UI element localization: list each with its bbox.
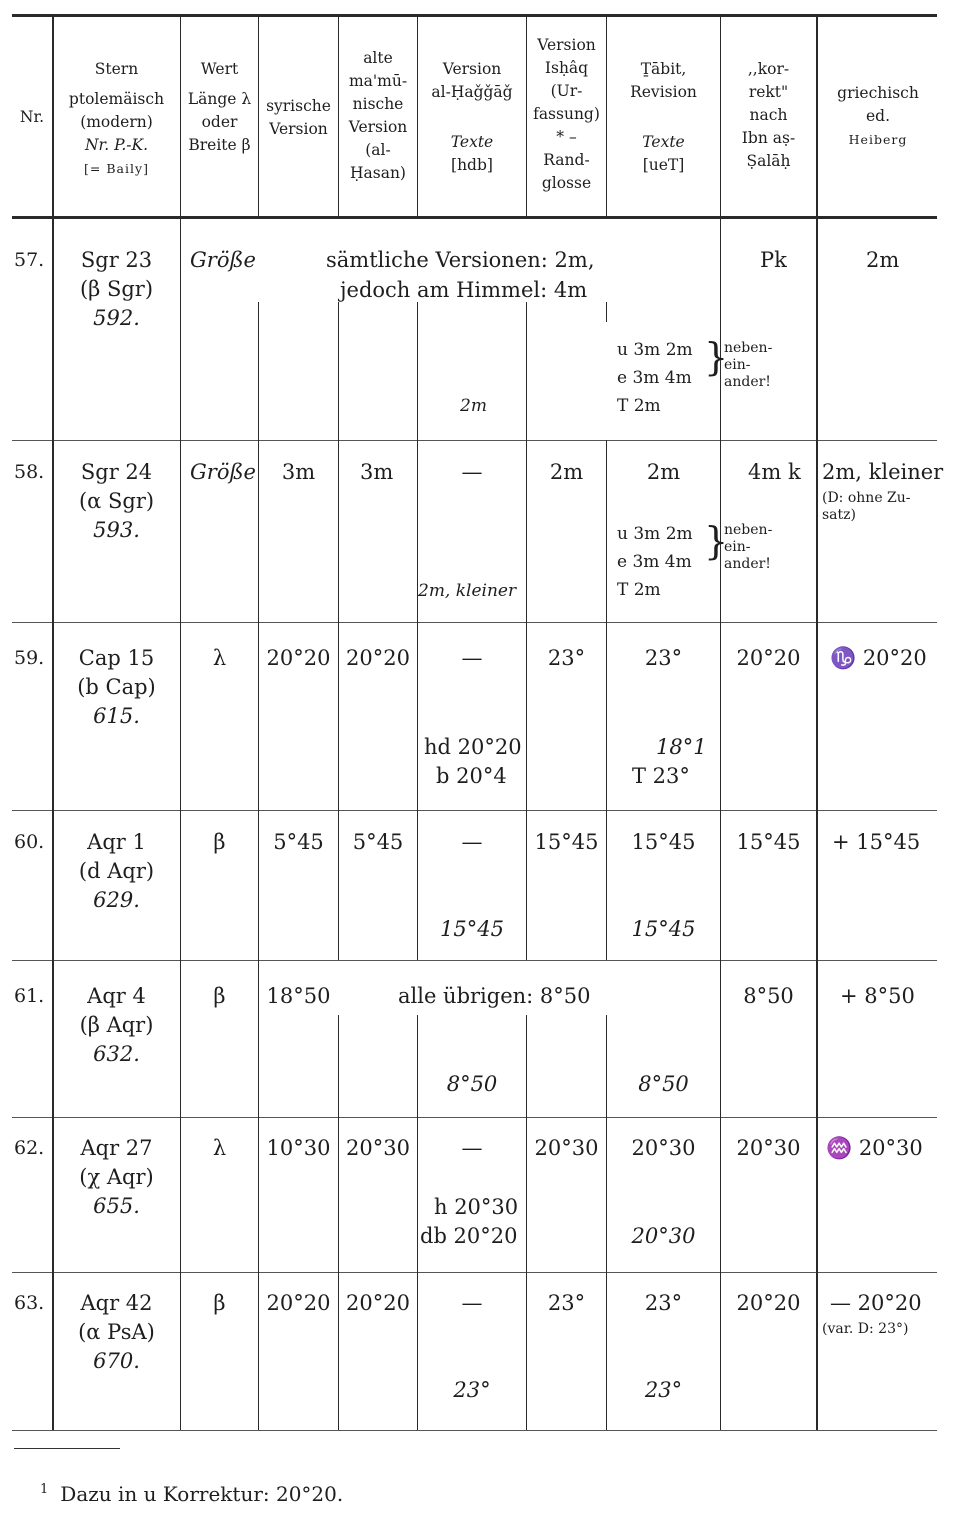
- thabit-value: 20°30: [631, 1136, 696, 1160]
- hajjaj-note: b 20°4: [436, 764, 507, 788]
- thabit-note: e 3m 4m: [617, 368, 692, 388]
- old-version-value: 20°30: [346, 1136, 410, 1160]
- corrected-value: 8°50: [743, 984, 794, 1008]
- row-divider: [12, 810, 937, 811]
- col-divider: [338, 302, 339, 440]
- greek-value: 2m: [866, 248, 900, 272]
- table-top-rule: [12, 14, 937, 17]
- col-divider: [526, 1117, 527, 1430]
- row-divider: [12, 622, 937, 623]
- row-divider: [12, 1117, 937, 1118]
- thabit-note: u 3m 2m: [617, 524, 693, 544]
- thabit-note: u 3m 2m: [617, 340, 693, 360]
- hajjaj-value: —: [461, 646, 483, 670]
- thabit-note: 23°: [644, 1378, 683, 1402]
- header-value: Wert Länge λ oder Breite β: [187, 60, 252, 154]
- thabit-note: e 3m 4m: [617, 552, 692, 572]
- ishaq-value: 23°: [547, 646, 586, 670]
- thabit-note: 20°30: [631, 1224, 696, 1248]
- thabit-note: T 2m: [617, 396, 661, 416]
- corrected-value: Pk: [760, 248, 787, 272]
- table-bottom-rule: [12, 1430, 937, 1431]
- value-type: β: [213, 984, 226, 1008]
- thabit-note: 15°45: [631, 917, 696, 941]
- corrected-value: 15°45: [736, 830, 801, 854]
- header-bottom-rule: [12, 216, 937, 219]
- thabit-note: 8°50: [638, 1072, 689, 1096]
- col-divider: [606, 440, 607, 960]
- hajjaj-note: 15°45: [440, 917, 504, 941]
- col-divider: [606, 302, 607, 322]
- hajjaj-note: h 20°30: [434, 1195, 519, 1219]
- thabit-value: 23°: [644, 646, 683, 670]
- footnote: [40, 1476, 343, 1508]
- row-number: 59.: [14, 647, 45, 669]
- brace-icon: }: [704, 335, 729, 379]
- old-version-value: 5°45: [352, 830, 404, 854]
- greek-value: 2m, kleiner: [822, 460, 944, 484]
- col-divider: [417, 440, 418, 960]
- syriac-value: 20°20: [266, 646, 331, 670]
- hajjaj-value: —: [461, 1136, 483, 1160]
- header-thabit: Ṯābit, Revision Texte [ueT]: [630, 60, 697, 174]
- thabit-note: 18°1: [656, 735, 707, 759]
- star-designation: Aqr 4 (β Aqr) 632.: [79, 984, 154, 1066]
- corrected-value: 20°20: [736, 1291, 801, 1315]
- hajjaj-note: 23°: [453, 1378, 491, 1402]
- col-divider: [417, 1015, 418, 1117]
- row-divider: [12, 440, 937, 441]
- footnote-separator: [14, 1448, 120, 1449]
- syriac-value: 5°45: [273, 830, 324, 854]
- col-divider: [526, 302, 527, 440]
- star-designation: Cap 15 (b Cap) 615.: [77, 646, 156, 728]
- all-versions-note: sämtliche Versionen: 2m,: [326, 248, 595, 272]
- hajjaj-note: 8°50: [446, 1072, 498, 1096]
- ishaq-value: 15°45: [534, 830, 599, 854]
- hajjaj-value: —: [461, 460, 483, 484]
- star-designation: Aqr 42 (α PsA) 670.: [78, 1291, 155, 1373]
- greek-value: ♑ 20°20: [830, 646, 927, 670]
- greek-note: (var. D: 23°): [822, 1321, 909, 1337]
- col-divider: [258, 1117, 259, 1430]
- syriac-value: 10°30: [266, 1136, 331, 1160]
- value-type: β: [213, 830, 226, 854]
- header-greek: griechisch ed. Heiberg: [837, 84, 919, 147]
- header-hajjaj: Version al-Ḥaǧǧāǧ Texte [hdb]: [431, 60, 513, 174]
- star-designation: Aqr 1 (d Aqr) 629.: [78, 830, 155, 912]
- thabit-note: T 23°: [632, 764, 690, 788]
- star-designation: Sgr 23 (β Sgr) 592.: [79, 248, 154, 330]
- col-divider: [338, 1015, 339, 1117]
- sky-note: jedoch am Himmel: 4m: [340, 278, 588, 302]
- hajjaj-note: hd 20°20: [424, 735, 522, 759]
- star-designation: Aqr 27 (χ Aqr) 655.: [79, 1136, 154, 1218]
- old-version-value: 3m: [360, 460, 394, 484]
- row-divider: [12, 960, 937, 961]
- value-type: Größe: [190, 460, 256, 484]
- header-syriac: syrische Version: [266, 97, 331, 138]
- row-number: 62.: [14, 1137, 45, 1159]
- thabit-note: T 2m: [617, 580, 661, 600]
- row-number: 58.: [14, 461, 45, 483]
- greek-value: + 8°50: [840, 984, 915, 1008]
- old-version-value: 20°20: [346, 1291, 410, 1315]
- col-divider: [338, 440, 339, 960]
- header-star: Stern ptolemäisch (modern) Nr. P.-K. [= Baily]: [68, 60, 165, 176]
- row-number: 60.: [14, 831, 45, 853]
- header-nr: Nr.: [19, 108, 45, 126]
- hajjaj-note: db 20°20: [420, 1224, 518, 1248]
- thabit-value: 15°45: [631, 830, 696, 854]
- col-divider: [526, 1015, 527, 1117]
- col-divider: [258, 302, 259, 440]
- col-divider: [180, 14, 181, 1430]
- greek-value: — 20°20: [830, 1291, 922, 1315]
- col-divider: [720, 14, 721, 1430]
- value-type: Größe: [190, 248, 256, 272]
- ishaq-value: 23°: [547, 1291, 586, 1315]
- thabit-value: 2m: [646, 460, 681, 484]
- corrected-value: 4m k: [748, 460, 801, 484]
- thabit-value: 23°: [644, 1291, 683, 1315]
- greek-value: + 15°45: [832, 830, 921, 854]
- row-number: 63.: [14, 1292, 45, 1314]
- col-divider: [338, 1117, 339, 1430]
- row-divider: [12, 1272, 937, 1273]
- header-old-mamunic: alte ma'mū- nische Version (al- Ḥasan): [348, 49, 408, 182]
- col-divider: [417, 302, 418, 440]
- hajjaj-value: —: [461, 1291, 483, 1315]
- brace-icon: }: [704, 519, 729, 563]
- corrected-value: 20°30: [736, 1136, 801, 1160]
- col-divider: [816, 14, 818, 1430]
- syriac-value: 18°50: [266, 984, 331, 1008]
- header-corrected: ,,kor- rekt" nach Ibn aṣ- Ṣalāḥ: [741, 60, 796, 170]
- ishaq-value: 2m: [549, 460, 584, 484]
- row-number: 61.: [14, 985, 45, 1007]
- row-number: 57.: [14, 249, 45, 271]
- value-type: β: [213, 1291, 226, 1315]
- header-ishaq: Version Isḥâq (Ur- fassung) * – Rand- glosse: [533, 36, 600, 192]
- side-note: neben- ein- ander!: [724, 522, 773, 572]
- col-divider: [258, 440, 259, 960]
- all-others-note: alle übrigen: 8°50: [398, 984, 591, 1008]
- syriac-value: 20°20: [266, 1291, 331, 1315]
- greek-value: ♒ 20°30: [826, 1136, 923, 1160]
- greek-note: (D: ohne Zu- satz): [822, 490, 911, 523]
- hajjaj-value: —: [461, 830, 483, 854]
- hajjaj-note: 2m: [460, 396, 487, 416]
- corrected-value: 20°20: [736, 646, 801, 670]
- ishaq-value: 20°30: [534, 1136, 599, 1160]
- side-note: neben- ein- ander!: [724, 340, 773, 390]
- syriac-value: 3m: [281, 460, 316, 484]
- value-type: λ: [212, 1136, 227, 1160]
- footnote-text: Dazu in u Korrektur: 20°20.: [60, 1482, 344, 1506]
- old-version-value: 20°20: [346, 646, 410, 670]
- hajjaj-note: 2m, kleiner: [418, 581, 517, 601]
- star-designation: Sgr 24 (α Sgr) 593.: [78, 460, 155, 542]
- value-type: λ: [212, 646, 227, 670]
- col-divider: [606, 1015, 607, 1117]
- col-divider: [526, 440, 527, 960]
- footnote-mark: 1: [40, 1482, 49, 1497]
